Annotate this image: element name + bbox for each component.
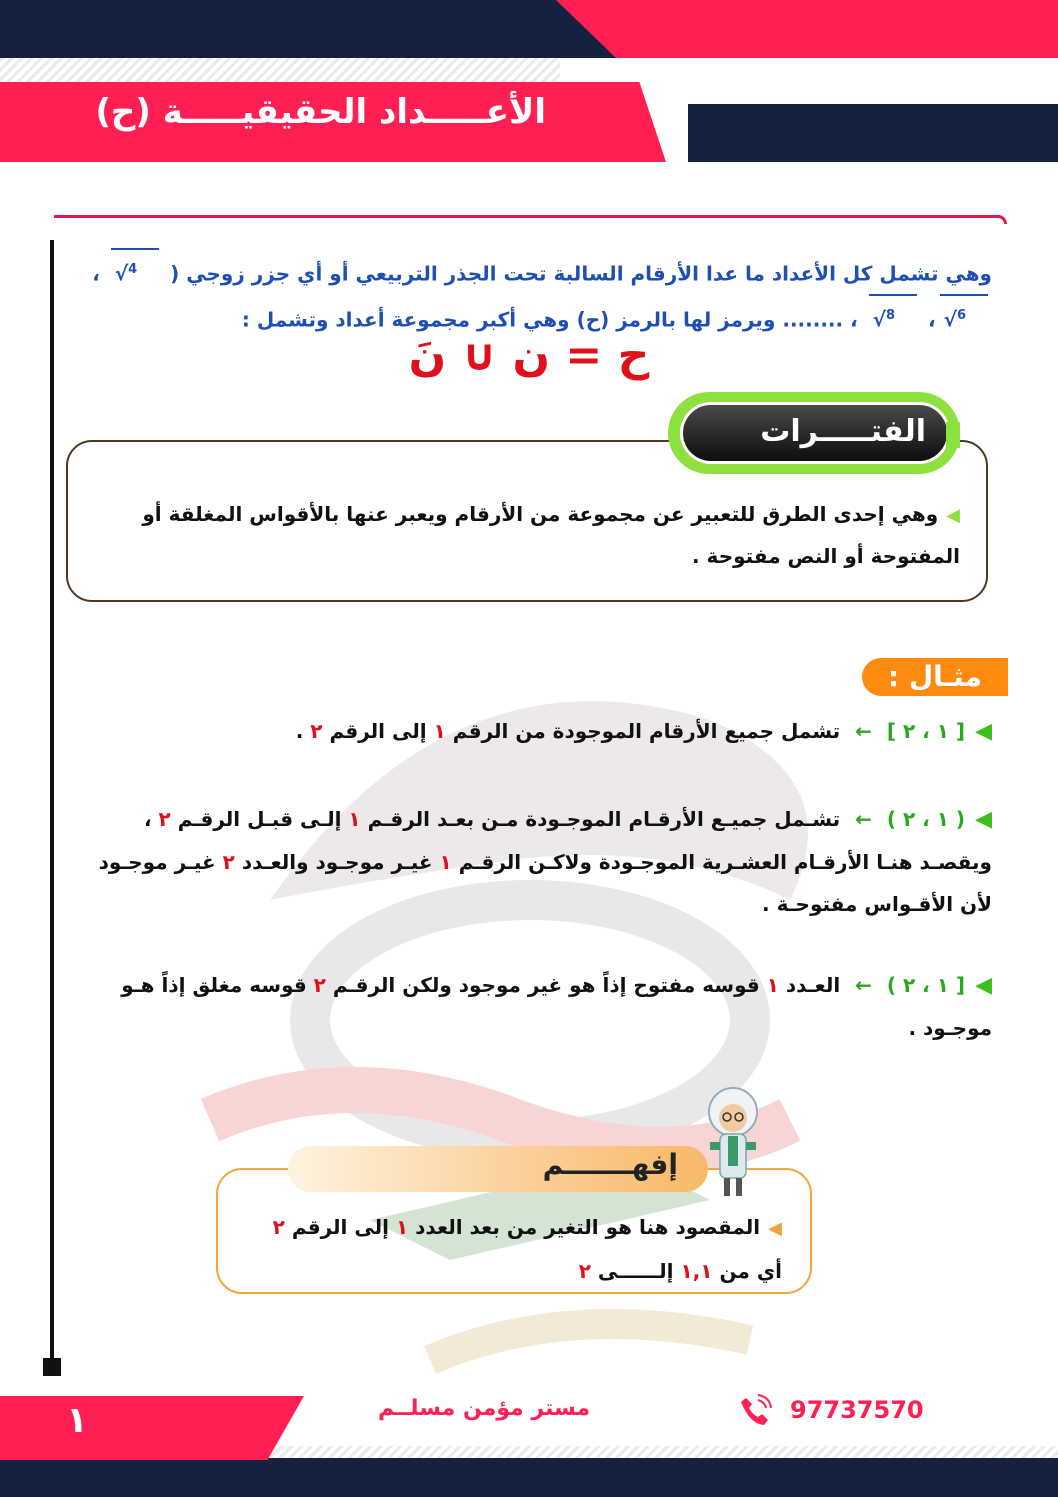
interval-notation: ( ١ ، ٢ ) — [886, 807, 966, 831]
intro-line2: ، ........ ويرمز لها بالرمز (ح) وهي أكبر مجموعة أعداد وتشمل : — [241, 307, 858, 332]
triangle-bullet-icon: ◀ — [975, 719, 992, 744]
footer-stripe — [270, 1446, 1058, 1458]
arrow-icon: ← — [855, 807, 872, 831]
example-row-half-open: ◀[ ١ ، ٢ ) ← العـدد ١ قوسه مفتوح إذاً هو غير موجود ولكن الرقـم ٢ قوسه مغلق إذاً هـو موجـود . — [121, 973, 992, 1040]
root-4: $^4$√ — [111, 248, 159, 294]
phone-number: 97737570 — [790, 1396, 924, 1424]
interval-notation: [ ١ ، ٢ ) — [886, 973, 966, 997]
root-6: $^6$√ — [940, 294, 988, 340]
root-8: $^8$√ — [869, 294, 917, 340]
interval-notation: [ ١ ، ٢ ] — [886, 719, 966, 743]
teacher-name: مستر مؤمن مسلــم — [378, 1396, 591, 1421]
triangle-bullet-icon: ◀ — [975, 973, 992, 998]
content-frame-marker — [43, 1358, 61, 1376]
intro-line1: وهي تشمل كل الأعداد ما عدا الأرقام السالبة تحت الجذر التربيعي أو أي جزر زوجي ( — [170, 261, 992, 286]
content-frame-left — [50, 240, 54, 1360]
triangle-bullet-icon: ◀ — [946, 505, 960, 526]
arrow-icon: ← — [855, 973, 872, 997]
triangle-bullet-icon: ◀ — [975, 807, 992, 832]
phone-icon — [738, 1394, 772, 1428]
footer-navy-bar — [0, 1458, 1058, 1497]
header-navy-block — [688, 104, 1058, 162]
content-frame-top — [54, 215, 1007, 224]
intervals-definition: ◀وهي إحدى الطرق للتعبير عن مجموعة من الأرقام ويعبر عنها بالأقواس المغلقة أو المفتوحة أو النص مفتوحة . — [120, 494, 960, 576]
understand-title: إفهـــــــم — [542, 1148, 678, 1181]
example-label: مثـال : — [887, 660, 982, 693]
page-number: ١ — [66, 1400, 88, 1441]
footer-page-badge — [0, 1396, 304, 1460]
example-row-open: ◀( ١ ، ٢ ) ← تشـمل جميـع الأرقـام الموجـودة مـن بعـد الرقـم ١ إلـى قبـل الرقـم ٢ ، ويقصـد هنـا الأرقـام العشـرية الموجـودة ولاكـن الرقـم ١ غيـر موجـود والعـدد ٢ غيـر موجـود لأن الأقـواس مفتوحـة . — [98, 807, 992, 916]
intro-line1-end: ، — [92, 261, 100, 286]
intervals-title: الفتـــــرات — [760, 414, 926, 449]
professor-icon — [698, 1084, 768, 1202]
triangle-bullet-icon: ◀ — [768, 1218, 782, 1239]
header-stripe — [0, 58, 560, 82]
intro-paragraph: وهي تشمل كل الأعداد ما عدا الأرقام السالبة تحت الجذر التربيعي أو أي جزر زوجي ( $^4$√ ، $^6$√، $^8$√ ، ........ ويرمز لها بالرمز (ح) وهي أكبر مجموعة أعداد وتشمل : — [72, 248, 992, 339]
understand-text: ◀المقصود هنا هو التغير من بعد العدد ١ إلى الرقم ٢ أي من ١,١ إلــــــى ٢ — [262, 1206, 782, 1292]
arrow-icon: ← — [855, 719, 872, 743]
page-title: الأعـــــداد الحقيقيـــــة (ح) — [95, 92, 546, 132]
header-pink-accent — [556, 0, 1058, 58]
example-row-closed: ◀[ ١ ، ٢ ] ← تشمل جميع الأرقام الموجودة من الرقم ١ إلى الرقم ٢ . — [295, 719, 992, 744]
intervals-title-tab — [946, 422, 960, 448]
real-numbers-formula: ح = ن ∪ نَ — [408, 330, 650, 381]
